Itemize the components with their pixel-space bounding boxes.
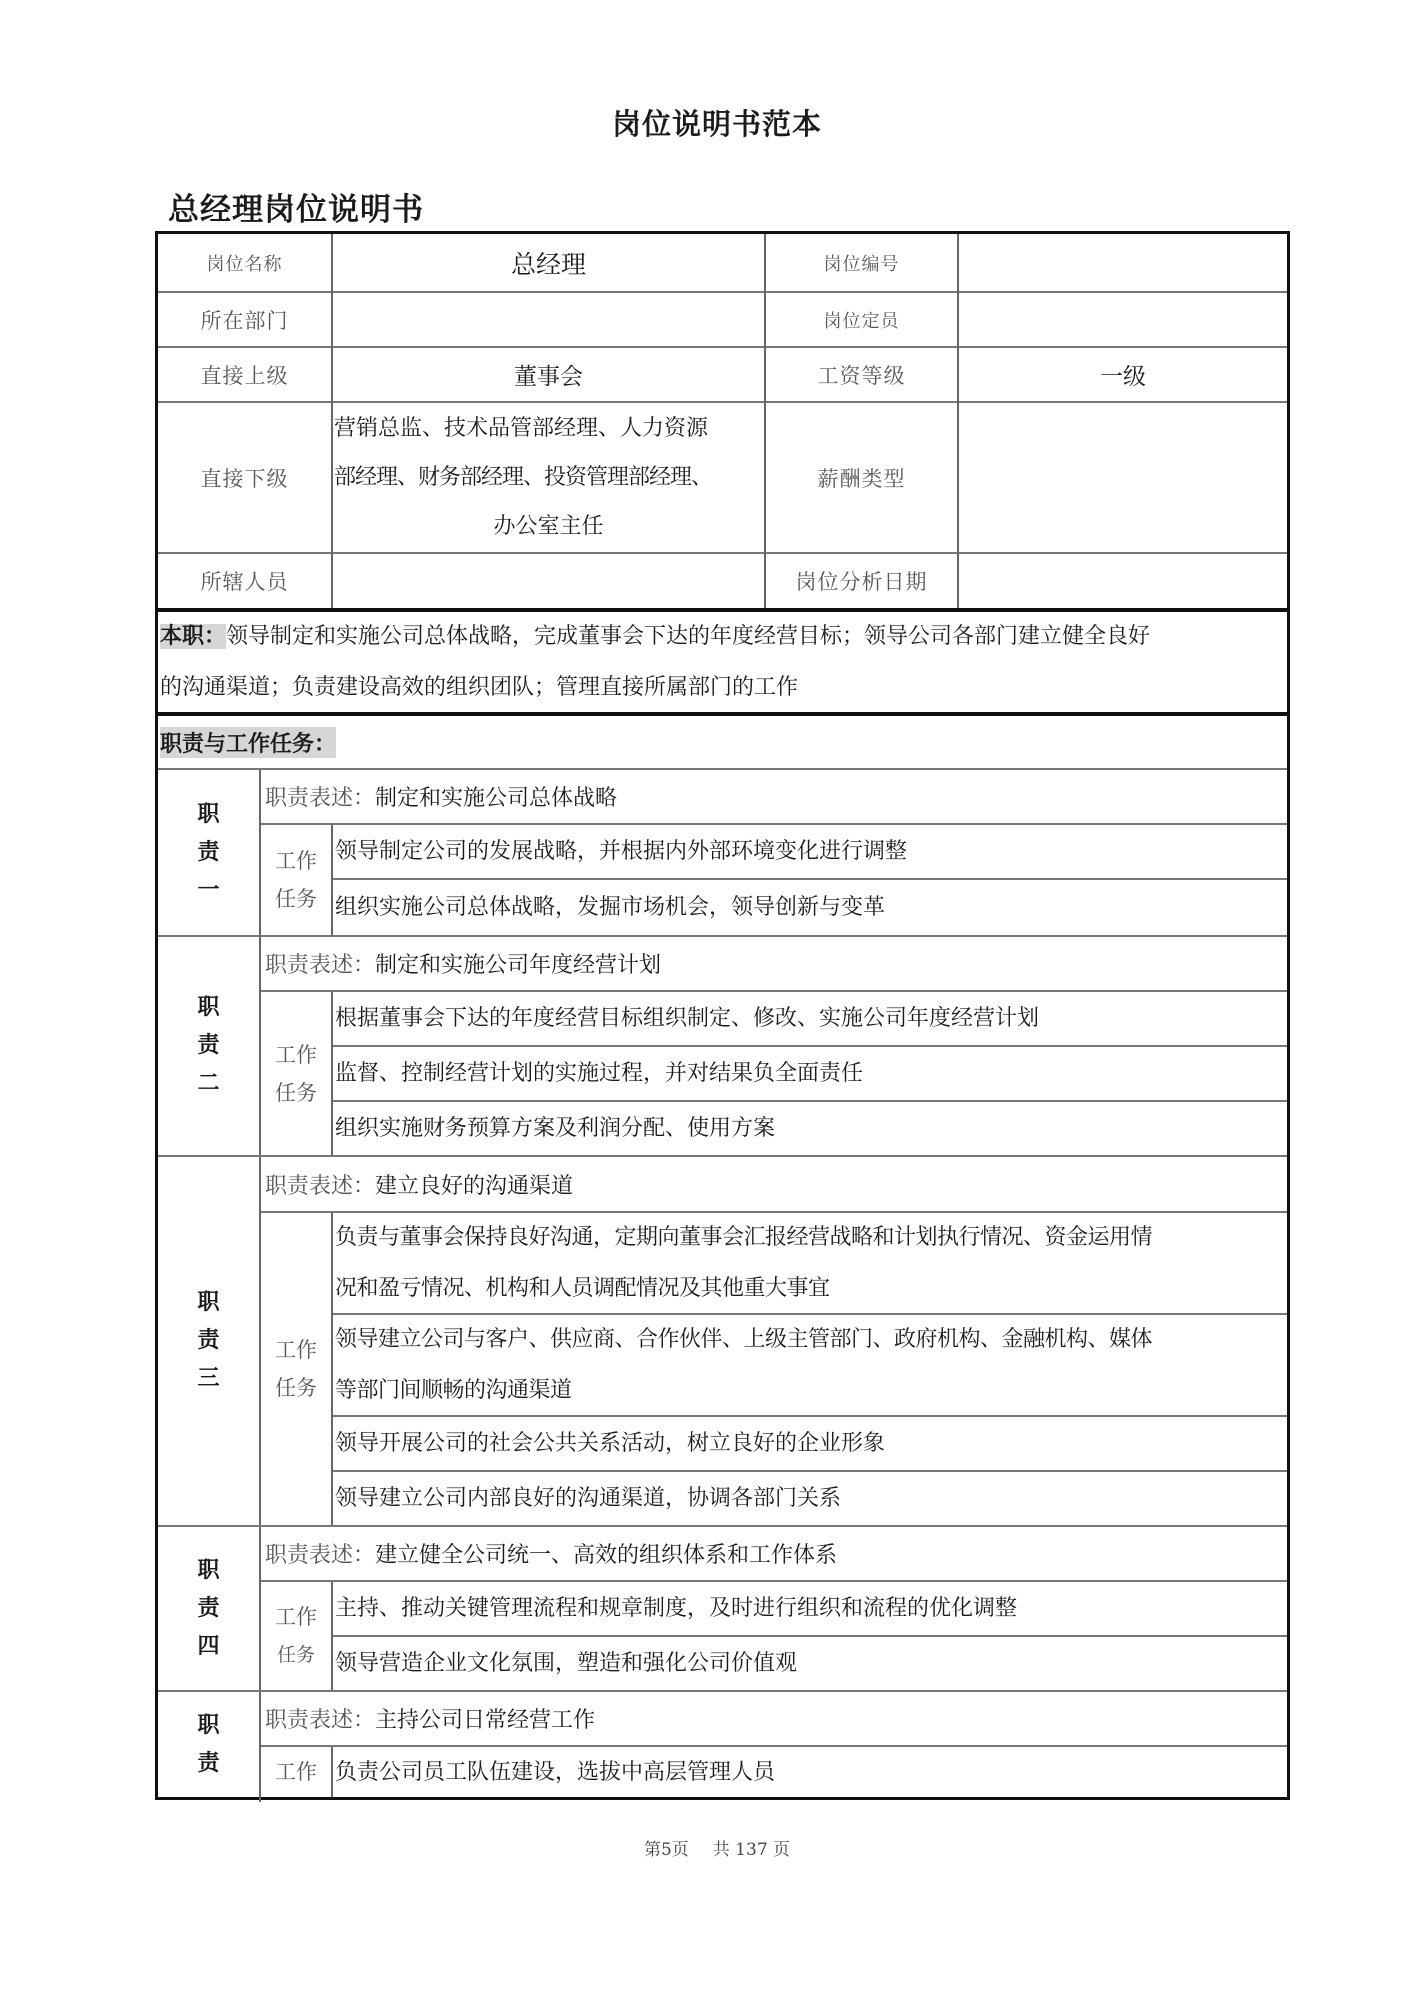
- desc-text: 制定和实施公司年度经营计划: [375, 953, 662, 978]
- duty-num-char: 责: [197, 1033, 220, 1058]
- task-label-char: 工作: [275, 1760, 317, 1784]
- duty-3-task-3: 领导开展公司的社会公共关系活动，树立良好的企业形象: [335, 1431, 886, 1456]
- duty-num-char: 三: [197, 1366, 220, 1391]
- duty-num-char: 职: [197, 801, 220, 827]
- value-position-code: [959, 234, 1287, 291]
- label-department: 所在部门: [200, 308, 289, 333]
- value-position-name: 总经理: [510, 249, 586, 279]
- task-line: 等部门间顺畅的沟通渠道: [335, 1378, 572, 1403]
- duty-1-number: [158, 770, 259, 935]
- duty-3-task-2: [333, 1315, 1287, 1415]
- value-staff-managed: [333, 554, 764, 608]
- value-direct-superior: 董事会: [514, 364, 583, 390]
- duty-5-task-label: [261, 1747, 331, 1797]
- task-line: 领导建立公司与客户、供应商、合作伙伴、上级主管部门、政府机构、金融机构、媒体: [335, 1327, 1153, 1352]
- duty-3-number: [158, 1157, 259, 1525]
- task-label-char: 任务: [275, 1080, 317, 1105]
- value-department: [333, 293, 764, 346]
- job-description-title: 总经理岗位说明书: [168, 192, 424, 228]
- task-label-char: 工作: [275, 1605, 317, 1629]
- label-headcount: 岗位定员: [823, 310, 900, 332]
- label-direct-subordinates: 直接下级: [200, 466, 289, 491]
- duty-3-task-label: [261, 1213, 331, 1525]
- core-duty-line: 的沟通渠道；负责建设高效的组织团队；管理直接所属部门的工作: [160, 675, 799, 700]
- duties-heading: [158, 716, 1287, 768]
- duty-4-task-label: [261, 1582, 331, 1690]
- task-line: 负责与董事会保持良好沟通，定期向董事会汇报经营战略和计划执行情况、资金运用情: [335, 1225, 1153, 1250]
- duty-3-description: [261, 1157, 1287, 1211]
- label-compensation-type: 薪酬类型: [817, 466, 906, 491]
- duty-4-task-1: 主持、推动关键管理流程和规章制度，及时进行组织和流程的优化调整: [335, 1596, 1018, 1621]
- desc-text: 制定和实施公司总体战略: [375, 786, 618, 811]
- duty-1-description: [261, 770, 1287, 823]
- duty-3-task-1: [333, 1213, 1287, 1313]
- desc-prefix: 职责表述：: [265, 953, 376, 978]
- duty-2-task-label: [261, 992, 331, 1155]
- core-duty-text: 领导制定和实施公司总体战略，完成董事会下达的年度经营目标；领导公司各部门建立健全良好: [226, 624, 1151, 649]
- task-label-char: 工作: [275, 1042, 317, 1067]
- label-staff-managed: 所辖人员: [200, 570, 289, 594]
- duty-4-description: [261, 1527, 1287, 1580]
- core-duty-label: 本职：: [160, 624, 227, 649]
- subordinates-line: 营销总监、技术品管部经理、人力资源: [334, 416, 709, 441]
- value-analysis-date: [959, 554, 1287, 608]
- duty-3-task-4: 领导建立公司内部良好的沟通渠道，协调各部门关系: [335, 1486, 842, 1511]
- page-number: 第5页: [643, 1840, 689, 1860]
- duty-2-number: [158, 937, 259, 1155]
- task-label-char: 工作: [275, 849, 317, 873]
- task-label-char: 工作: [275, 1338, 317, 1362]
- core-duty: [158, 612, 1287, 712]
- duty-num-char: 责: [197, 839, 220, 865]
- duty-num-char: 责: [197, 1750, 220, 1776]
- duty-4-number: [158, 1527, 259, 1690]
- duty-num-char: 职: [197, 1557, 220, 1583]
- desc-prefix: 职责表述：: [265, 786, 376, 811]
- duty-num-char: 职: [197, 1712, 220, 1738]
- duty-num-char: 四: [197, 1633, 220, 1659]
- duties-heading-text: 职责与工作任务：: [160, 727, 336, 758]
- desc-prefix: 职责表述：: [265, 1173, 376, 1199]
- desc-text: 建立良好的沟通渠道: [375, 1173, 574, 1199]
- label-analysis-date: 岗位分析日期: [795, 570, 928, 594]
- duty-2-task-2: 监督、控制经营计划的实施过程，并对结果负全面责任: [335, 1061, 864, 1086]
- task-label-char: 任务: [275, 1376, 317, 1400]
- duty-2-task-1: 根据董事会下达的年度经营目标组织制定、修改、实施公司年度经营计划: [335, 1006, 1040, 1031]
- duty-num-char: 职: [197, 1290, 220, 1315]
- label-salary-grade: 工资等级: [817, 363, 906, 388]
- duty-1-task-label: [261, 825, 331, 935]
- document-title: 岗位说明书范本: [611, 107, 822, 141]
- duty-2-task-3: 组织实施财务预算方案及利润分配、使用方案: [335, 1116, 776, 1141]
- label-position-code: 岗位编号: [823, 253, 900, 275]
- task-line: 况和盈亏情况、机构和人员调配情况及其他重大事宜: [335, 1276, 830, 1301]
- duty-1-task-2: 组织实施公司总体战略，发掘市场机会，领导创新与变革: [335, 895, 886, 920]
- value-headcount: [959, 293, 1287, 346]
- duty-5-task-1: 负责公司员工队伍建设，选拔中高层管理人员: [335, 1759, 776, 1785]
- task-label-char: 任务: [275, 887, 317, 911]
- value-direct-subordinates: [333, 403, 764, 552]
- page-footer: [0, 1835, 1411, 1860]
- duty-5-description: [261, 1692, 1287, 1745]
- label-position-name: 岗位名称: [206, 253, 283, 275]
- label-direct-superior: 直接上级: [200, 363, 289, 388]
- desc-text: 建立健全公司统一、高效的组织体系和工作体系: [375, 1543, 838, 1568]
- duty-num-char: 一: [197, 877, 220, 903]
- duty-1-task-1: 领导制定公司的发展战略，并根据内外部环境变化进行调整: [335, 839, 908, 864]
- duty-2-description: [261, 937, 1287, 990]
- duty-num-char: 责: [197, 1328, 220, 1353]
- page-total: 共 137 页: [712, 1840, 791, 1860]
- value-compensation-type: [959, 403, 1287, 552]
- task-label-char: 任务: [276, 1644, 315, 1666]
- duty-5-number: [158, 1692, 259, 1797]
- subordinates-line: 办公室主任: [493, 514, 604, 539]
- duty-num-char: 责: [197, 1595, 220, 1621]
- core-duty-line: [160, 611, 1150, 662]
- desc-text: 主持公司日常经营工作: [375, 1708, 596, 1733]
- value-salary-grade: 一级: [1100, 364, 1146, 390]
- desc-prefix: 职责表述：: [265, 1708, 376, 1733]
- duty-4-task-2: 领导营造企业文化氛围，塑造和强化公司价值观: [335, 1651, 798, 1676]
- job-description-table: [155, 231, 1290, 1800]
- subordinates-line: 部经理、财务部经理、投资管理部经理、: [334, 465, 713, 490]
- duty-num-char: 职: [197, 995, 220, 1020]
- desc-prefix: 职责表述：: [265, 1543, 376, 1568]
- duty-num-char: 二: [197, 1071, 220, 1096]
